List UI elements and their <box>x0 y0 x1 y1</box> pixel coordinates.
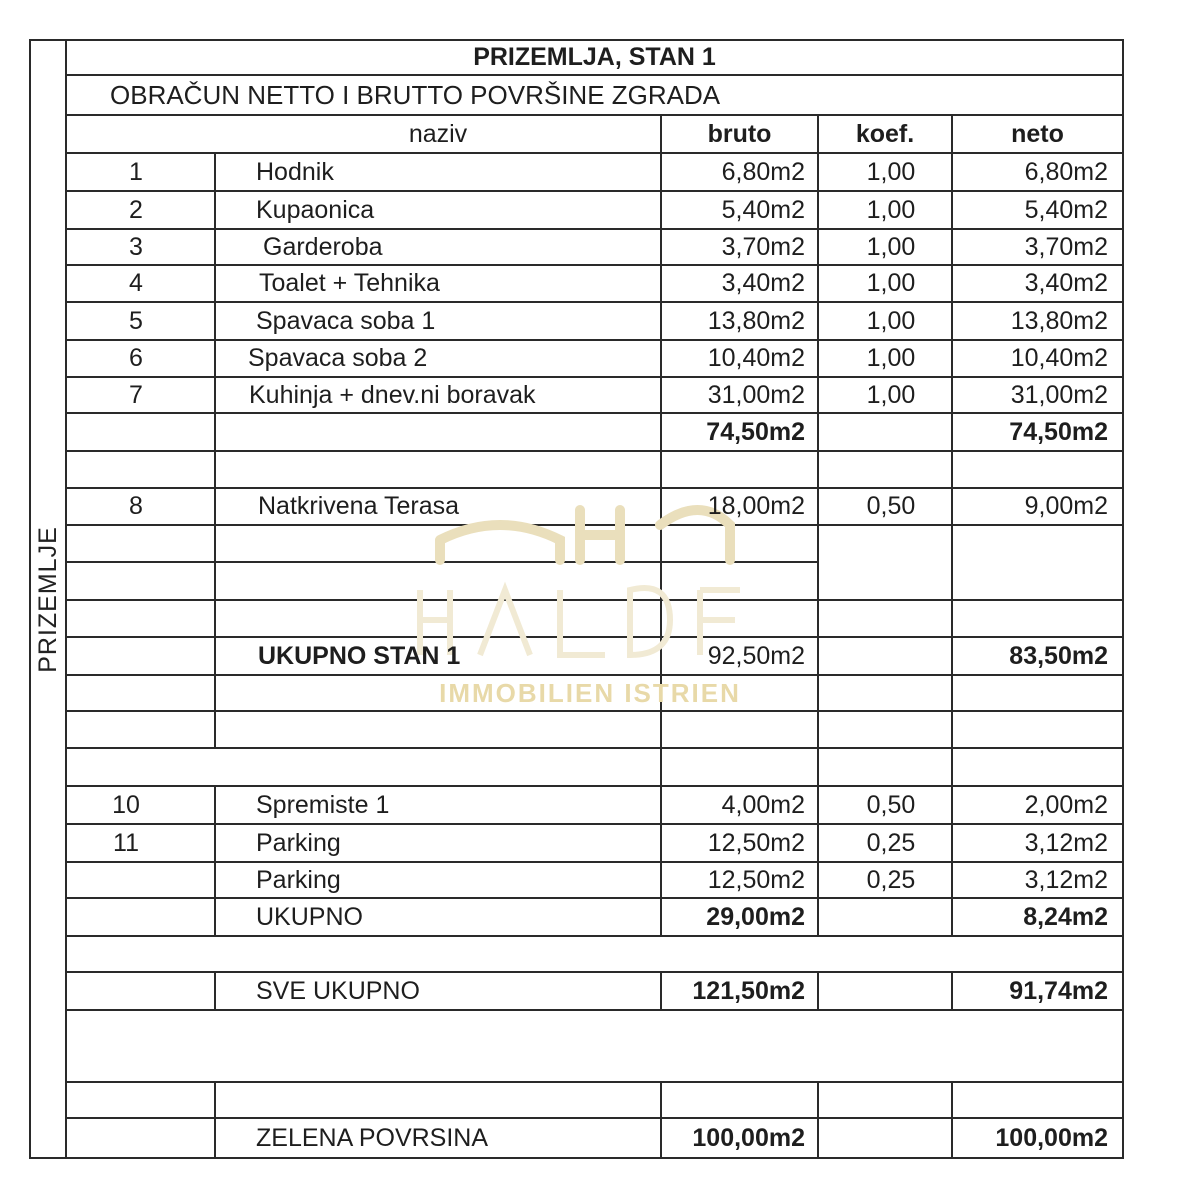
row-koef: 0,25 <box>866 828 916 857</box>
subtotal-neto: 74,50m2 <box>1009 417 1108 446</box>
row-koef: 0,25 <box>866 865 916 894</box>
row-number: 4 <box>129 269 143 297</box>
row-neto: 13,80m2 <box>1010 306 1108 335</box>
row-bruto: 13,80m2 <box>707 306 805 335</box>
row-bruto: 18,00m2 <box>707 492 805 520</box>
green-area-neto: 100,00m2 <box>995 1123 1108 1152</box>
row-neto: 6,80m2 <box>1024 157 1108 186</box>
total-extra-label: UKUPNO <box>256 902 363 931</box>
table-subtitle: OBRAČUN NETTO I BRUTTO POVRŠINE ZGRADA <box>110 80 721 110</box>
row-number: 6 <box>129 344 143 372</box>
row-koef: 0,50 <box>866 492 916 520</box>
row-koef: 1,00 <box>866 344 916 372</box>
row-neto: 5,40m2 <box>1024 195 1108 224</box>
row-koef: 1,00 <box>866 380 916 409</box>
total-stan-neto: 83,50m2 <box>1009 641 1108 670</box>
grand-total-bruto: 121,50m2 <box>692 976 805 1005</box>
row-neto: 3,40m2 <box>1024 269 1108 297</box>
header-neto: neto <box>1011 119 1064 148</box>
green-area-label: ZELENA POVRSINA <box>256 1123 489 1152</box>
row-bruto: 12,50m2 <box>707 865 805 894</box>
row-name: Kuhinja + dnev.ni boravak <box>249 380 536 409</box>
grand-total-label: SVE UKUPNO <box>256 976 420 1005</box>
table-title: PRIZEMLJA, STAN 1 <box>473 43 716 71</box>
row-number: 8 <box>129 492 143 520</box>
total-stan-bruto: 92,50m2 <box>707 641 805 670</box>
watermark-text: IMMOBILIEN ISTRIEN <box>439 678 741 708</box>
header-bruto: bruto <box>707 119 772 148</box>
row-neto: 2,00m2 <box>1024 790 1108 819</box>
row-number: 10 <box>112 790 140 819</box>
total-stan-label: UKUPNO STAN 1 <box>258 641 461 670</box>
row-bruto: 3,40m2 <box>721 269 805 297</box>
side-label-cell <box>30 40 66 1158</box>
row-name: Toalet + Tehnika <box>259 269 440 297</box>
row-number: 7 <box>129 380 143 409</box>
row-bruto: 5,40m2 <box>721 195 805 224</box>
row-number: 11 <box>113 828 139 857</box>
row-koef: 1,00 <box>866 269 916 297</box>
green-area-bruto: 100,00m2 <box>692 1123 805 1152</box>
row-neto: 3,70m2 <box>1024 232 1108 261</box>
total-extra-neto: 8,24m2 <box>1023 902 1108 931</box>
row-koef: 0,50 <box>866 790 916 819</box>
row-koef: 1,00 <box>866 157 916 186</box>
row-bruto: 10,40m2 <box>707 344 805 372</box>
row-name: Parking <box>256 865 341 894</box>
row-name: Parking <box>256 828 341 857</box>
row-koef: 1,00 <box>866 306 916 335</box>
row-bruto: 4,00m2 <box>721 790 805 819</box>
row-neto: 3,12m2 <box>1024 865 1108 894</box>
header-naziv: naziv <box>408 119 468 148</box>
row-bruto: 3,70m2 <box>721 232 805 261</box>
row-koef: 1,00 <box>866 195 916 224</box>
row-name: Garderoba <box>263 232 383 261</box>
row-name: Spavaca soba 1 <box>256 306 436 335</box>
total-extra-bruto: 29,00m2 <box>706 902 805 931</box>
row-bruto: 12,50m2 <box>707 828 805 857</box>
grand-total-neto: 91,74m2 <box>1009 976 1108 1005</box>
row-name: Hodnik <box>256 157 334 186</box>
row-name: Spremiste 1 <box>256 790 390 819</box>
row-name: Natkrivena Terasa <box>258 492 460 520</box>
subtotal-bruto: 74,50m2 <box>706 417 805 446</box>
row-number: 1 <box>129 157 143 186</box>
row-neto: 31,00m2 <box>1010 380 1108 409</box>
side-label: PRIZEMLJE <box>33 525 62 673</box>
row-bruto: 31,00m2 <box>707 380 805 409</box>
row-koef: 1,00 <box>866 232 916 261</box>
row-neto: 3,12m2 <box>1024 828 1108 857</box>
header-koef: koef. <box>855 119 915 148</box>
row-number: 3 <box>129 232 143 261</box>
row-name: Spavaca soba 2 <box>248 344 428 372</box>
row-name: Kupaonica <box>256 195 375 224</box>
row-neto: 10,40m2 <box>1010 344 1108 372</box>
row-neto: 9,00m2 <box>1024 492 1108 520</box>
row-number: 2 <box>129 195 143 224</box>
row-number: 5 <box>129 306 143 335</box>
row-bruto: 6,80m2 <box>721 157 805 186</box>
